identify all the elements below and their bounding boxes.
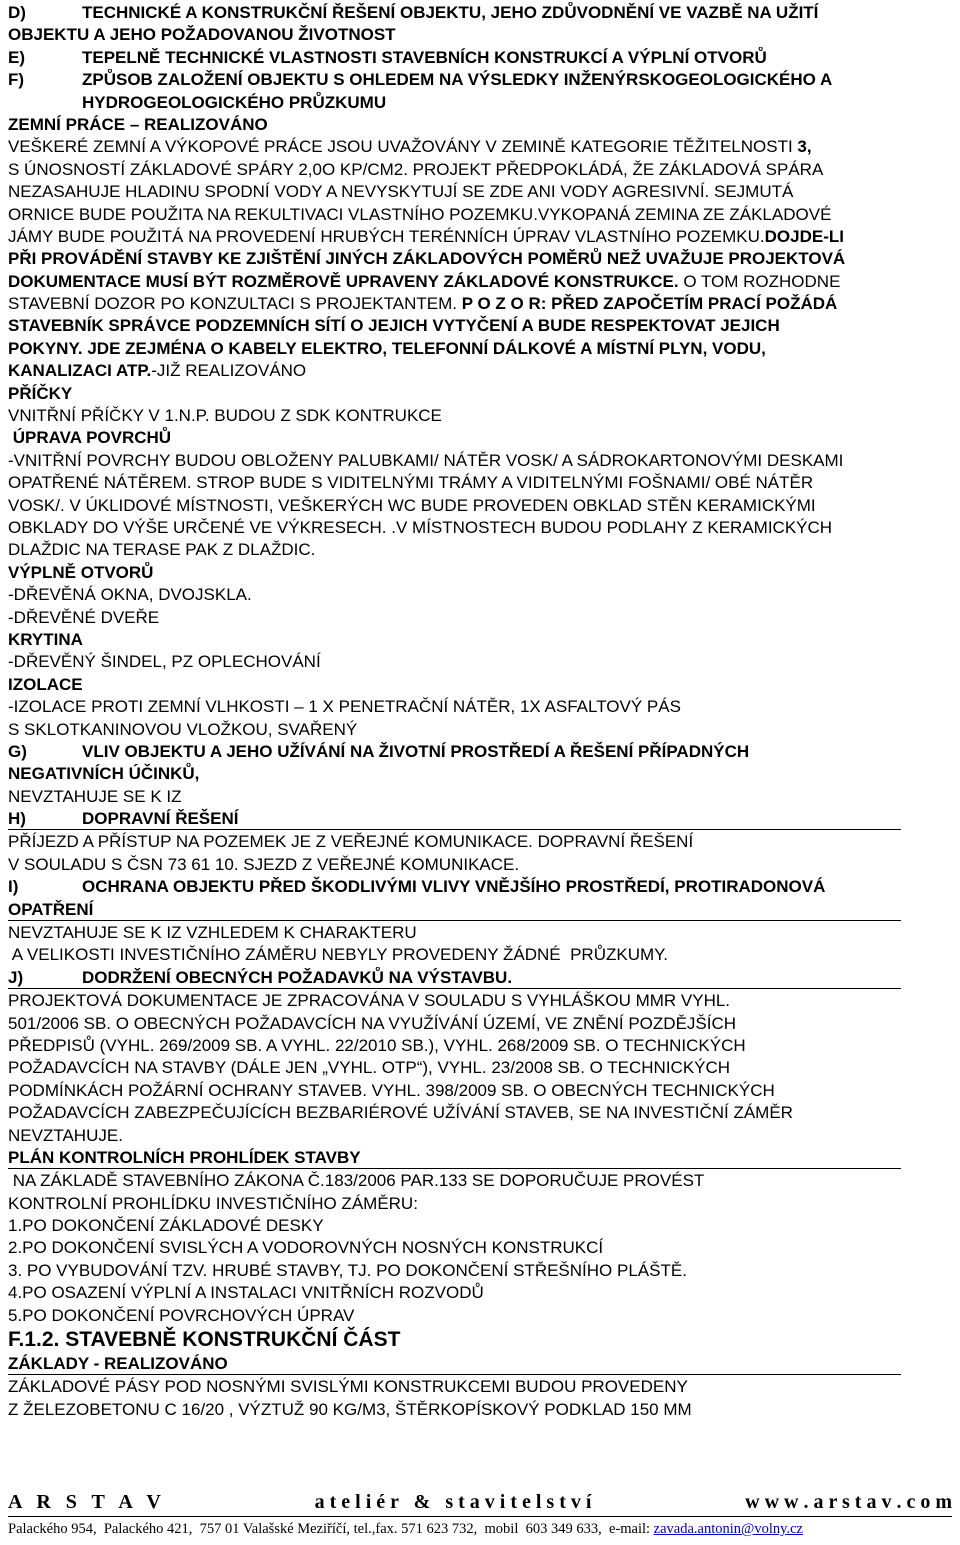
paragraph-line-bold: STAVEBNÍK SPRÁVCE PODZEMNÍCH SÍTÍ O JEJICH VYTYČENÍ A BUDE RESPEKTOVAT JEJICH	[8, 316, 780, 336]
heading-g	[8, 741, 952, 763]
heading-f-cont: HYDROGEOLOGICKÉHO PRŮZKUMU	[82, 92, 387, 112]
text-bold: P O Z O R: PŘED ZAPOČETÍM PRACÍ POŽÁDÁ	[461, 294, 838, 314]
heading-text: TECHNICKÉ A KONSTRUKČNÍ ŘEŠENÍ OBJEKTU, JEHO ZDŮVODNĚNÍ VE VAZBĚ NA UŽITÍ	[82, 3, 819, 22]
footer-address	[8, 1521, 958, 1538]
paragraph-line	[8, 226, 952, 248]
heading-f	[8, 69, 952, 91]
footer-divider	[8, 1516, 952, 1517]
text-bold: KANALIZACI ATP.	[8, 361, 152, 381]
paragraph-line: VNITŘNÍ PŘÍČKY V 1.N.P. BUDOU Z SDK KONTRUKCE	[8, 406, 442, 426]
subsection-title-zaklady: ZÁKLADY - REALIZOVÁNO	[8, 1353, 901, 1375]
section-title-f12: F.1.2. STAVEBNĚ KONSTRUKČNÍ ČÁST	[8, 1328, 401, 1352]
heading-text: DOPRAVNÍ ŘEŠENÍ	[82, 809, 239, 829]
paragraph-line: PODMÍNKÁCH POŽÁRNÍ OCHRANY STAVEB. VYHL. 398/2009 SB. O OBECNÝCH TECHNICKÝCH	[8, 1080, 775, 1100]
paragraph-line: PŘEDPISŮ (VYHL. 269/2009 SB. A VYHL. 22/2010 SB.), VYHL. 268/2009 SB. O TECHNICKÝCH	[8, 1035, 746, 1055]
heading-key: D)	[8, 3, 26, 22]
paragraph-line: 501/2006 SB. O OBECNÝCH POŽADAVCÍCH NA VYUŽÍVÁNÍ ÚZEMÍ, VE ZNĚNÍ POZDĚJŠÍCH	[8, 1013, 737, 1033]
heading-g-cont: NEGATIVNÍCH ÚČINKŮ,	[8, 764, 200, 784]
heading-text: VLIV OBJEKTU A JEHO UŽÍVÁNÍ NA ŽIVOTNÍ PROSTŘEDÍ A ŘEŠENÍ PŘÍPADNÝCH	[82, 741, 750, 761]
list-item: 3. PO VYBUDOVÁNÍ TZV. HRUBÉ STAVBY, TJ. PO DOKONČENÍ STŘEŠNÍHO PLÁŠTĚ.	[8, 1260, 687, 1280]
heading-text: OCHRANA OBJEKTU PŘED ŠKODLIVÝMI VLIVY VNĚJŠÍHO PROSTŘEDÍ, PROTIRADONOVÁ	[82, 877, 826, 897]
text: VEŠKERÉ ZEMNÍ A VÝKOPOVÉ PRÁCE JSOU UVAŽOVÁNY V ZEMINĚ KATEGORIE TĚŽITELNOSTI	[8, 137, 793, 157]
paragraph-line	[8, 293, 952, 315]
heading-key: F)	[8, 70, 25, 90]
paragraph-line: S ÚNOSNOSTÍ ZÁKLADOVÉ SPÁRY 2,0O KP/CM2. PROJEKT PŘEDPOKLÁDÁ, ŽE ZÁKLADOVÁ SPÁRA	[8, 159, 824, 179]
paragraph-line: A VELIKOSTI INVESTIČNÍHO ZÁMĚRU NEBYLY PROVEDENY ŽÁDNÉ PRŮZKUMY.	[8, 945, 669, 965]
text-bold: 3,	[792, 137, 812, 157]
paragraph-line-bold: PŘI PROVÁDĚNÍ STAVBY KE ZJIŠTĚNÍ JINÝCH ZÁKLADOVÝCH POMĚRŮ NEŽ UVAŽUJE PROJEKTOVÁ	[8, 249, 846, 269]
paragraph-line: -VNITŘNÍ POVRCHY BUDOU OBLOŽENY PALUBKAMI/ NÁTĚR VOSK/ A SÁDROKARTONOVÝMI DESKAMI	[8, 450, 844, 470]
paragraph-line: Z ŽELEZOBETONU C 16/20 , VÝZTUŽ 90 KG/M3, ŠTĚRKOPÍSKOVÝ PODKLAD 150 MM	[8, 1399, 692, 1419]
list-item: 1.PO DOKONČENÍ ZÁKLADOVÉ DESKY	[8, 1216, 324, 1236]
heading-key: E)	[8, 47, 25, 67]
heading-d-cont: OBJEKTU A JEHO POŽADOVANOU ŽIVOTNOST	[8, 25, 396, 45]
text-bold: DOKUMENTACE MUSÍ BÝT ROZMĚROVĚ UPRAVENY ZÁKLADOVÉ KONSTRUKCE.	[8, 271, 679, 291]
paragraph-line: NEZASAHUJE HLADINU SPODNÍ VODY A NEVYSKYTUJÍ SE ZDE ANI VODY AGRESIVNÍ. SEJMUTÁ	[8, 182, 794, 202]
heading-j	[8, 967, 901, 989]
section-title-plan: PLÁN KONTROLNÍCH PROHLÍDEK STAVBY	[8, 1147, 901, 1169]
paragraph-line: V SOULADU S ČSN 73 61 10. SJEZD Z VEŘEJNÉ KOMUNIKACE.	[8, 854, 520, 874]
section-title-uprava: ÚPRAVA POVRCHŮ	[8, 428, 172, 448]
text: JÁMY BUDE POUŽITÁ NA PROVEDENÍ HRUBÝCH TERÉNNÍCH ÚPRAV VLASTNÍHO POZEMKU.	[8, 226, 765, 246]
paragraph-line	[8, 271, 952, 293]
text: O TOM ROZHODNE	[678, 271, 841, 291]
paragraph-line	[8, 360, 952, 382]
footer-address-text: Palackého 954, Palackého 421, 757 01 Valašské Meziříčí, tel.,fax. 571 623 732, mobil 603 349 633, e-mail:	[8, 1521, 654, 1537]
paragraph-line: OPATŘENÉ NÁTĚREM. STROP BUDE S VIDITELNÝMI TRÁMY A VIDITELNÝMI FOŠNAMI/ OBÉ NÁTĚR	[8, 473, 814, 493]
paragraph-line: NEVZTAHUJE SE K IZ	[8, 786, 182, 806]
heading-e	[8, 47, 952, 69]
heading-i	[8, 876, 952, 898]
paragraph-line-bold: POKYNY. JDE ZEJMÉNA O KABELY ELEKTRO, TELEFONNÍ DÁLKOVÉ A MÍSTNÍ PLYN, VODU,	[8, 338, 766, 358]
heading-d	[8, 2, 952, 24]
paragraph-line: ZÁKLADOVÉ PÁSY POD NOSNÝMI SVISLÝMI KONSTRUKCEMI BUDOU PROVEDENY	[8, 1377, 688, 1397]
paragraph-line	[8, 136, 952, 158]
list-item: 2.PO DOKONČENÍ SVISLÝCH A VODOROVNÝCH NOSNÝCH KONSTRUKCÍ	[8, 1238, 604, 1258]
paragraph-line: POŽADAVCÍCH ZABEZPEČUJÍCÍCH BEZBARIÉROVÉ UŽÍVÁNÍ STAVEB, SE NA INVESTIČNÍ ZÁMĚR	[8, 1103, 793, 1123]
list-item: 5.PO DOKONČENÍ POVRCHOVÝCH ÚPRAV	[8, 1305, 355, 1325]
footer-tagline: a t e l i é r & s t a v i t e l s t v í	[314, 1491, 592, 1513]
footer-company: A R S T A V	[8, 1491, 161, 1513]
section-title-izolace: IZOLACE	[8, 674, 83, 694]
heading-h	[8, 808, 901, 830]
paragraph-line: -IZOLACE PROTI ZEMNÍ VLHKOSTI – 1 X PENETRAČNÍ NÁTĚR, 1X ASFALTOVÝ PÁS	[8, 697, 681, 717]
list-item: 4.PO OSAZENÍ VÝPLNÍ A INSTALACI VNITŘNÍCH ROZVODŮ	[8, 1283, 484, 1303]
paragraph-line: NEVZTAHUJE SE K IZ VZHLEDEM K CHARAKTERU	[8, 923, 417, 943]
paragraph-line: DLAŽDIC NA TERASE PAK Z DLAŽDIC.	[8, 540, 316, 560]
text-bold: DOJDE-LI	[764, 226, 844, 246]
footer-email-link[interactable]: zavada.antonin@volny.cz	[653, 1521, 803, 1537]
text: STAVEBNÍ DOZOR PO KONZULTACI S PROJEKTANTEM.	[8, 294, 462, 314]
section-title-krytina: KRYTINA	[8, 629, 83, 649]
paragraph-line: PŘÍJEZD A PŘÍSTUP NA POZEMEK JE Z VEŘEJNÉ KOMUNIKACE. DOPRAVNÍ ŘEŠENÍ	[8, 832, 694, 852]
heading-text: ZPŮSOB ZALOŽENÍ OBJEKTU S OHLEDEM NA VÝSLEDKY INŽENÝRSKOGEOLOGICKÉHO A	[82, 70, 833, 90]
footer-header	[8, 1491, 952, 1514]
paragraph-line: S SKLOTKANINOVOU VLOŽKOU, SVAŘENÝ	[8, 719, 358, 739]
document-page	[8, 2, 952, 1421]
footer-website[interactable]: w w w . a r s t a v . c o m	[745, 1491, 952, 1513]
section-title-vyplne: VÝPLNĚ OTVORŮ	[8, 562, 154, 582]
paragraph-line: NA ZÁKLADĚ STAVEBNÍHO ZÁKONA Č.183/2006 PAR.133 SE DOPORUČUJE PROVÉST	[8, 1171, 705, 1191]
paragraph-line: -DŘEVĚNÉ DVEŘE	[8, 607, 160, 627]
paragraph-line: -DŘEVĚNÝ ŠINDEL, PZ OPLECHOVÁNÍ	[8, 652, 321, 672]
section-title-pricky: PŘÍČKY	[8, 383, 73, 403]
heading-key: J)	[8, 967, 24, 987]
section-title-zemni: ZEMNÍ PRÁCE – REALIZOVÁNO	[8, 114, 268, 134]
heading-key: G)	[8, 741, 27, 761]
heading-key: H)	[8, 809, 26, 829]
paragraph-line: OBKLADY DO VÝŠE URČENÉ VE VÝKRESECH. .V MÍSTNOSTECH BUDOU PODLAHY Z KERAMICKÝCH	[8, 517, 833, 537]
paragraph-line: ORNICE BUDE POUŽITA NA REKULTIVACI VLASTNÍHO POZEMKU.VYKOPANÁ ZEMINA ZE ZÁKLADOVÉ	[8, 204, 832, 224]
paragraph-line: KONTROLNÍ PROHLÍDKU INVESTIČNÍHO ZÁMĚRU:	[8, 1193, 418, 1213]
paragraph-line: POŽADAVCÍCH NA STAVBY (DÁLE JEN „VYHL. OTP“), VYHL. 23/2008 SB. O TECHNICKÝCH	[8, 1058, 731, 1078]
paragraph-line: VOSK/. V ÚKLIDOVÉ MÍSTNOSTI, VEŠKERÝCH WC BUDE PROVEDEN OBKLAD STĚN KERAMICKÝMI	[8, 495, 816, 515]
paragraph-line: PROJEKTOVÁ DOKUMENTACE JE ZPRACOVÁNA V SOULADU S VYHLÁŠKOU MMR VYHL.	[8, 991, 731, 1011]
heading-i-cont: OPATŘENÍ	[8, 899, 901, 921]
heading-text: DODRŽENÍ OBECNÝCH POŽADAVKŮ NA VÝSTAVBU.	[82, 967, 513, 987]
heading-text: TEPELNĚ TECHNICKÉ VLASTNOSTI STAVEBNÍCH KONSTRUKCÍ A VÝPLNÍ OTVORŮ	[82, 47, 767, 67]
paragraph-line: NEVZTAHUJE.	[8, 1125, 123, 1145]
heading-key: I)	[8, 877, 19, 897]
text: -JIŽ REALIZOVÁNO	[151, 361, 307, 381]
paragraph-line: -DŘEVĚNÁ OKNA, DVOJSKLA.	[8, 585, 252, 605]
